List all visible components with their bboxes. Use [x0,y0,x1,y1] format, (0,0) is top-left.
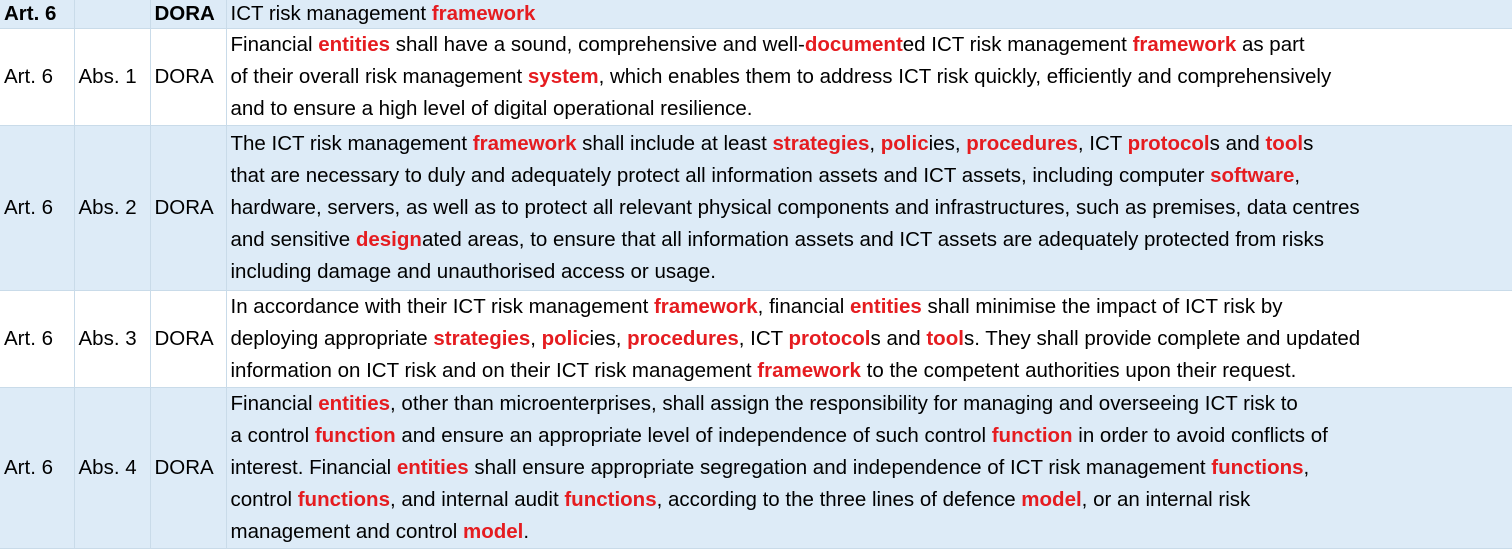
regulation-cell: DORA [150,126,226,291]
provision-text: , [869,132,880,155]
provision-text: as part [1236,33,1304,56]
text-line [231,323,1512,355]
highlighted-term: functions [1211,456,1303,479]
provision-text: In accordance with their ICT risk management [231,295,654,318]
text-line [231,291,1512,323]
provision-text: that are necessary to duly and adequately protect all information assets and ICT assets, including computer [231,164,1211,187]
provision-text: s and [871,327,927,350]
provision-text: and to ensure a high level of digital operational resilience. [231,97,753,120]
highlighted-term: framework [432,2,536,25]
provision-text: ed ICT risk management [903,33,1133,56]
text-line [231,452,1512,484]
highlighted-term: system [528,65,599,88]
provision-text: a control [231,424,315,447]
provision-text: s [1303,132,1313,155]
highlighted-term: model [463,520,523,543]
highlighted-term: functions [564,488,656,511]
table-row [0,291,1512,388]
text-line [231,29,1512,61]
paragraph-cell: Abs. 1 [74,29,150,126]
highlighted-term: function [992,424,1073,447]
provision-text: s and [1210,132,1266,155]
highlighted-term: protocol [1128,132,1210,155]
provision-text: shall minimise the impact of ICT risk by [922,295,1283,318]
title-text: ICT risk management [231,2,432,25]
highlighted-term: polic [881,132,929,155]
provision-text: of their overall risk management [231,65,528,88]
provision-text: Financial [231,392,319,415]
provision-text: interest. Financial [231,456,397,479]
provision-text-cell [226,29,1512,126]
highlighted-term: strategies [433,327,530,350]
text-line [231,224,1512,256]
highlighted-term: framework [473,132,577,155]
provision-text: , [530,327,541,350]
provision-text: s. They shall provide complete and updated [964,327,1360,350]
provision-text: to the competent authorities upon their request. [861,359,1296,382]
highlighted-term: software [1210,164,1294,187]
highlighted-term: framework [1133,33,1237,56]
provision-text: , ICT [1078,132,1128,155]
provision-text: management and control [231,520,463,543]
header-regulation: DORA [150,0,226,29]
table-row [0,29,1512,126]
highlighted-term: framework [654,295,758,318]
highlighted-term: functions [298,488,390,511]
regulation-cell: DORA [150,388,226,549]
text-line [231,128,1512,160]
highlighted-term: entities [397,456,469,479]
highlighted-term: design [356,228,422,251]
regulation-cell: DORA [150,29,226,126]
highlighted-term: protocol [789,327,871,350]
provision-text: hardware, servers, as well as to protect all relevant physical components and infrastructures, such as premises, data centres [231,196,1360,219]
text-line [231,192,1512,224]
provision-text: , according to the three lines of defence [657,488,1022,511]
provision-text-cell [226,291,1512,388]
provision-text: , ICT [739,327,789,350]
highlighted-term: polic [542,327,590,350]
provision-text: and ensure an appropriate level of independence of such control [396,424,992,447]
provision-text: deploying appropriate [231,327,434,350]
text-line [231,160,1512,192]
provision-text: , [1294,164,1300,187]
provision-text: Financial [231,33,319,56]
table-row [0,388,1512,549]
highlighted-term: function [315,424,396,447]
regulation-cell: DORA [150,291,226,388]
provision-text: , and internal audit [390,488,564,511]
text-line [231,93,1512,125]
provision-text: in order to avoid conflicts of [1073,424,1328,447]
text-line [231,484,1512,516]
provision-text: shall ensure appropriate segregation and independence of ICT risk management [469,456,1212,479]
paragraph-cell: Abs. 2 [74,126,150,291]
text-line [231,516,1512,548]
highlighted-term: entities [318,33,390,56]
highlighted-term: document [805,33,903,56]
provision-text: and sensitive [231,228,356,251]
highlighted-term: procedures [966,132,1078,155]
paragraph-cell: Abs. 3 [74,291,150,388]
provision-text: shall include at least [576,132,772,155]
paragraph-cell: Abs. 4 [74,388,150,549]
provision-text: , which enables them to address ICT risk quickly, efficiently and comprehensively [599,65,1332,88]
provision-text: , financial [758,295,850,318]
article-cell: Art. 6 [0,126,74,291]
provision-text: , other than microenterprises, shall assign the responsibility for managing and overseeing ICT risk to [390,392,1298,415]
text-line [231,420,1512,452]
provision-text: ies, [589,327,627,350]
provision-text: . [523,520,529,543]
header-row [0,0,1512,29]
highlighted-term: strategies [773,132,870,155]
header-paragraph [74,0,150,29]
provision-text: The ICT risk management [231,132,473,155]
provision-text: information on ICT risk and on their ICT risk management [231,359,758,382]
provision-text: ies, [929,132,967,155]
provision-text: ated areas, to ensure that all information assets and ICT assets are adequately protected from risks [422,228,1324,251]
table-row [0,126,1512,291]
provision-text-cell [226,388,1512,549]
highlighted-term: framework [757,359,861,382]
highlighted-term: tool [1265,132,1303,155]
provision-text-cell [226,126,1512,291]
text-line [231,355,1512,387]
article-cell: Art. 6 [0,29,74,126]
provision-text: , or an internal risk [1082,488,1251,511]
article-cell: Art. 6 [0,388,74,549]
provision-text: shall have a sound, comprehensive and well- [390,33,805,56]
highlighted-term: entities [318,392,390,415]
provision-text: including damage and unauthorised access or usage. [231,260,717,283]
highlighted-term: tool [926,327,964,350]
text-line [231,61,1512,93]
text-line [231,388,1512,420]
header-title [226,0,1512,29]
header-article: Art. 6 [0,0,74,29]
provision-text: control [231,488,298,511]
highlighted-term: entities [850,295,922,318]
text-line [231,256,1512,288]
article-cell: Art. 6 [0,291,74,388]
highlighted-term: model [1021,488,1081,511]
provision-text: , [1304,456,1310,479]
highlighted-term: procedures [627,327,739,350]
